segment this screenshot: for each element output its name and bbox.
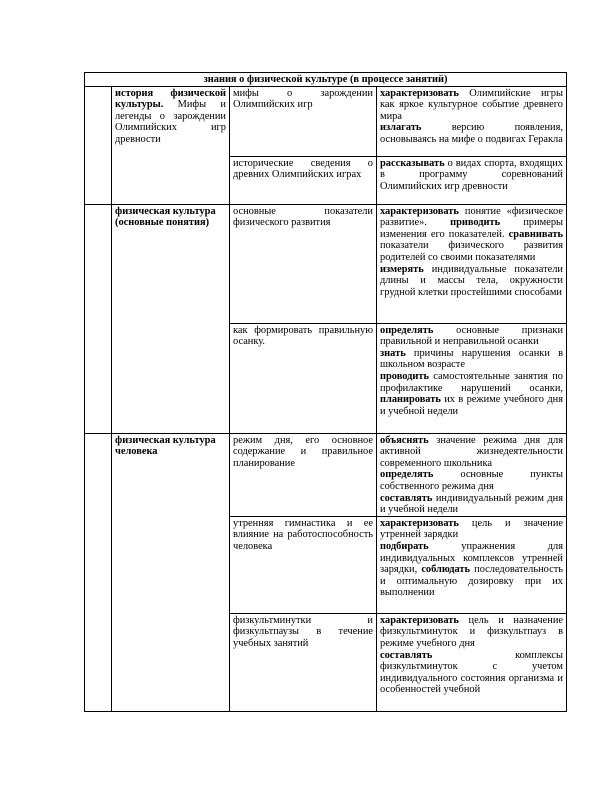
activity-verb: характеризовать xyxy=(380,517,459,529)
activity-text: примеры изменения его показателей. xyxy=(380,217,563,240)
activity-cell xyxy=(377,433,567,516)
topic-cell xyxy=(112,204,230,433)
topic-cell xyxy=(112,86,230,204)
content-cell: утренняя гимнастика и ее влияние на работоспособность человека xyxy=(230,516,377,613)
activity-text: понятие «физическое развитие». xyxy=(380,205,563,229)
activity-verb: определять xyxy=(380,469,434,481)
content-cell: исторические сведения о древних Олимпийских играх xyxy=(230,156,377,204)
activity-verb: проводить xyxy=(380,370,429,382)
activity-verb: составлять xyxy=(380,492,433,504)
activity-verb: подбирать xyxy=(380,540,429,552)
topic-title: физическая культура человека xyxy=(115,434,216,458)
activity-text: индивидуальный режим дня и учебной недели xyxy=(380,492,563,516)
activity-text: основные пункты собственного режима дня xyxy=(380,469,563,492)
activity-verb: характеризовать xyxy=(380,614,459,626)
table-row xyxy=(85,204,567,323)
content-cell: физкультминутки и физкультпаузы в течение учебных занятий xyxy=(230,613,377,711)
activity-verb: сравнивать xyxy=(508,228,563,240)
activity-text: основные признаки правильной и неправильной осанки xyxy=(380,324,563,348)
activity-text: Олимпийские игры как яркое культурное событие древнего мира xyxy=(380,87,563,122)
table-row xyxy=(85,433,567,516)
content-cell: основные показатели физического развития xyxy=(230,204,377,323)
activity-verb: характеризовать xyxy=(380,87,459,99)
activity-cell xyxy=(377,86,567,156)
header-row xyxy=(85,73,567,87)
activity-cell xyxy=(377,323,567,433)
activity-verb: приводить xyxy=(450,217,501,229)
content-cell: режим дня, его основное содержание и правильное планирование xyxy=(230,433,377,516)
index-cell xyxy=(85,86,112,204)
activity-text: упражнения для индивидуальных комплексов утренней зарядки, xyxy=(380,540,563,576)
content-cell: мифы о зарождении Олимпийских игр xyxy=(230,86,377,156)
activity-text: цель и значение утренней зарядки xyxy=(380,517,563,541)
index-cell xyxy=(85,433,112,711)
index-cell xyxy=(85,204,112,433)
activity-verb: знать xyxy=(380,347,406,359)
content-cell: как формировать правильную осанку. xyxy=(230,323,377,433)
topic-title: история физической культуры. xyxy=(115,87,226,111)
activity-cell xyxy=(377,204,567,323)
activity-text: показатели физического развития родителей со своими показателями xyxy=(380,240,563,263)
activity-verb: объяснять xyxy=(380,434,429,446)
activity-text: причины нарушения осанки в школьном возрасте xyxy=(380,347,563,371)
activity-text: индивидуальные показатели длины и массы тела, окружности грудной клетки простейшими способами xyxy=(380,263,563,298)
activity-cell xyxy=(377,516,567,613)
table-row xyxy=(85,86,567,156)
activity-verb: планировать xyxy=(380,394,441,406)
topic-cell xyxy=(112,433,230,711)
activity-verb: определять xyxy=(380,324,434,336)
activity-cell xyxy=(377,613,567,711)
activity-verb: характеризовать xyxy=(380,205,459,217)
activity-text: самостоятельные занятия по профилактике нарушений осанки, xyxy=(380,370,563,394)
activity-cell xyxy=(377,156,567,204)
curriculum-table xyxy=(84,72,567,712)
activity-verb: рассказывать xyxy=(380,157,445,169)
activity-text: версию появления, основываясь на мифе о подвигах Геракла xyxy=(380,122,563,145)
table-header: знания о физической культуре (в процессе занятий) xyxy=(85,73,567,87)
activity-text: комплексы физкультминуток с учетом индивидуального состояния организма и особенностей учебной xyxy=(380,649,563,696)
activity-verb: составлять xyxy=(380,649,433,661)
activity-text: значение режима дня для активной жизнедеятельности современного школьника xyxy=(380,434,563,469)
topic-title: физическая культура (основные понятия) xyxy=(115,205,216,229)
activity-verb: соблюдать xyxy=(421,564,471,576)
activity-text: их в режиме учебного дня и учебной недели xyxy=(380,394,563,417)
activity-verb: излагать xyxy=(380,122,422,134)
activity-text: цель и назначение физкультминуток и физкультпауз в режиме учебного дня xyxy=(380,614,563,649)
topic-text: Мифы и легенды о зарождении Олимпийских игр древности xyxy=(115,99,226,145)
activity-text: последовательность и оптимальную дозировку при их выполнении xyxy=(380,564,563,599)
activity-verb: измерять xyxy=(380,263,424,275)
activity-text: о видах спорта, входящих в программу соревнований Олимпийских игр древности xyxy=(380,157,563,192)
